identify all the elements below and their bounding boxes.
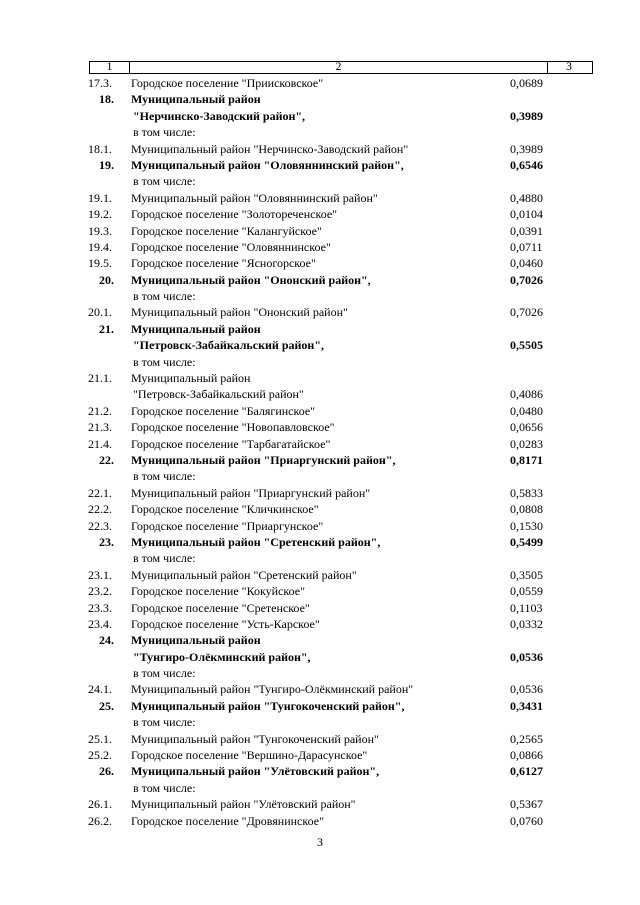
- row-text: Городское поселение "Приаргунское": [131, 518, 324, 533]
- row-text: в том числе:: [133, 125, 196, 140]
- row-value: 0,0391: [510, 223, 543, 238]
- table-row: [0, 436, 640, 452]
- row-number: 18.1.: [88, 141, 112, 156]
- page-number: 3: [317, 835, 323, 849]
- row-text: Муниципальный район "Приаргунский район": [131, 485, 371, 500]
- row-text: Муниципальный район "Сретенский район",: [131, 534, 381, 549]
- row-text: Городское поселение "Тарбагатайское": [131, 436, 331, 451]
- table-row: [0, 124, 640, 140]
- row-number: 22.2.: [88, 502, 112, 517]
- row-text: Городское поселение "Дровянинское": [131, 813, 324, 828]
- row-value: 0,6127: [510, 764, 543, 779]
- row-number: 23.: [99, 534, 114, 549]
- table-row: [0, 813, 640, 829]
- row-number: 23.1.: [88, 567, 112, 582]
- row-number: 23.2.: [88, 584, 112, 599]
- row-value: 0,0760: [510, 813, 543, 828]
- row-value: 0,3989: [510, 108, 543, 123]
- header-col-3: 3: [566, 61, 572, 73]
- row-number: 21.: [99, 321, 114, 336]
- table-row: [0, 550, 640, 566]
- row-text: в том числе:: [133, 354, 196, 369]
- table-row: [0, 206, 640, 222]
- table-row: [0, 534, 640, 550]
- table-row: [0, 321, 640, 337]
- row-value: 0,2565: [510, 731, 543, 746]
- row-value: 0,0808: [510, 502, 543, 517]
- row-number: 24.1.: [88, 682, 112, 697]
- row-number: 21.4.: [88, 436, 112, 451]
- table-row: [0, 714, 640, 730]
- row-number: 19.4.: [88, 239, 112, 254]
- row-text: Муниципальный район "Оловяннинский район": [131, 190, 378, 205]
- table-row: [0, 796, 640, 812]
- row-value: 0,5833: [510, 485, 543, 500]
- header-col-2: 2: [129, 61, 548, 73]
- row-text: Городское поселение "Усть-Карское": [131, 616, 320, 631]
- row-value: 0,5499: [510, 534, 543, 549]
- row-text: в том числе:: [133, 715, 196, 730]
- row-text: Муниципальный район: [131, 321, 261, 336]
- row-value: 0,0460: [510, 256, 543, 271]
- row-value: 0,0536: [510, 682, 543, 697]
- table-row: [0, 370, 640, 386]
- row-number: 20.: [99, 272, 114, 287]
- table-row: [0, 108, 640, 124]
- row-number: 19.5.: [88, 256, 112, 271]
- row-value: 0,0866: [510, 748, 543, 763]
- table-row: [0, 485, 640, 501]
- row-text: в том числе:: [133, 174, 196, 189]
- row-text: Городское поселение "Ясногорское": [131, 256, 316, 271]
- row-value: 0,7026: [510, 305, 543, 320]
- row-text: Муниципальный район "Ононский район",: [131, 272, 371, 287]
- row-text: Муниципальный район "Приаргунский район",: [131, 452, 396, 467]
- table-row: [0, 731, 640, 747]
- row-value: 0,1530: [510, 518, 543, 533]
- table-row: [0, 632, 640, 648]
- row-number: 20.1.: [88, 305, 112, 320]
- row-number: 21.3.: [88, 420, 112, 435]
- table-row: [0, 223, 640, 239]
- row-text: Муниципальный район "Нерчинско-Заводский район": [131, 141, 409, 156]
- row-number: 26.1.: [88, 797, 112, 812]
- row-text: Муниципальный район: [131, 92, 261, 107]
- row-number: 21.1.: [88, 371, 112, 386]
- row-text: Муниципальный район "Тунгокоченский район": [131, 731, 379, 746]
- row-text: в том числе:: [133, 289, 196, 304]
- row-text: Муниципальный район "Улётовский район",: [131, 764, 380, 779]
- table-row: [0, 288, 640, 304]
- row-value: 0,5367: [510, 797, 543, 812]
- row-number: 21.2.: [88, 403, 112, 418]
- row-value: 0,3989: [510, 141, 543, 156]
- row-number: 22.1.: [88, 485, 112, 500]
- row-text: "Нерчинско-Заводский район",: [133, 108, 306, 123]
- row-value: 0,1103: [510, 600, 543, 615]
- row-number: 25.: [99, 698, 114, 713]
- row-value: 0,3505: [510, 567, 543, 582]
- table-row: [0, 567, 640, 583]
- row-value: 0,7026: [510, 272, 543, 287]
- table-row: [0, 272, 640, 288]
- table-row: [0, 501, 640, 517]
- table-row: [0, 354, 640, 370]
- row-value: 0,0656: [510, 420, 543, 435]
- table-row: [0, 91, 640, 107]
- row-value: 0,4880: [510, 190, 543, 205]
- row-text: Городское поселение "Новопавловское": [131, 420, 335, 435]
- row-value: 0,0711: [510, 239, 543, 254]
- row-value: 0,4086: [510, 387, 543, 402]
- table-row: [0, 337, 640, 353]
- row-text: в том числе:: [133, 469, 196, 484]
- header-col-1: 1: [106, 61, 113, 73]
- row-number: 26.: [99, 764, 114, 779]
- table-row: [0, 665, 640, 681]
- row-value: 0,0480: [510, 403, 543, 418]
- table-row: [0, 583, 640, 599]
- table-row: [0, 173, 640, 189]
- table-row: [0, 157, 640, 173]
- table-row: [0, 419, 640, 435]
- row-value: 0,0104: [510, 207, 543, 222]
- row-text: "Петровск-Забайкальский район": [133, 387, 304, 402]
- table-header: [89, 61, 593, 74]
- row-number: 24.: [99, 633, 114, 648]
- row-text: Муниципальный район "Тунгиро-Олёкминский район": [131, 682, 414, 697]
- row-value: 0,0536: [510, 649, 543, 664]
- row-text: Городское поселение "Сретенское": [131, 600, 310, 615]
- row-text: Муниципальный район "Ононский район": [131, 305, 348, 320]
- row-text: в том числе:: [133, 551, 196, 566]
- row-value: 0,0559: [510, 584, 543, 599]
- row-value: 0,3431: [510, 698, 543, 713]
- row-number: 22.: [99, 452, 114, 467]
- row-value: 0,0283: [510, 436, 543, 451]
- row-text: Городское поселение "Оловяннинское": [131, 239, 331, 254]
- table-row: [0, 75, 640, 91]
- table-body: [0, 75, 640, 829]
- row-number: 19.: [99, 157, 114, 172]
- row-text: Муниципальный район "Сретенский район": [131, 567, 357, 582]
- row-value: 0,8171: [510, 452, 543, 467]
- row-value: 0,5505: [510, 338, 543, 353]
- row-text: Муниципальный район "Улётовский район": [131, 797, 356, 812]
- row-text: Муниципальный район: [131, 633, 261, 648]
- table-row: [0, 386, 640, 402]
- table-row: [0, 600, 640, 616]
- row-number: 19.2.: [88, 207, 112, 222]
- table-row: [0, 518, 640, 534]
- row-number: 18.: [99, 92, 114, 107]
- row-number: 23.3.: [88, 600, 112, 615]
- row-text: Городское поселение "Калангуйское": [131, 223, 322, 238]
- table-row: [0, 616, 640, 632]
- table-row: [0, 468, 640, 484]
- table-row: [0, 649, 640, 665]
- table-row: [0, 681, 640, 697]
- row-number: 19.1.: [88, 190, 112, 205]
- row-text: Муниципальный район: [131, 371, 251, 386]
- row-number: 26.2.: [88, 813, 112, 828]
- row-text: в том числе:: [133, 666, 196, 681]
- row-number: 25.2.: [88, 748, 112, 763]
- table-row: [0, 239, 640, 255]
- row-text: Городское поселение "Кличкинское": [131, 502, 319, 517]
- row-text: "Тунгиро-Олёкминский район",: [133, 649, 311, 664]
- table-row: [0, 747, 640, 763]
- table-row: [0, 190, 640, 206]
- row-text: в том числе:: [133, 780, 196, 795]
- table-row: [0, 304, 640, 320]
- table-row: [0, 452, 640, 468]
- table-row: [0, 141, 640, 157]
- row-text: Городское поселение "Приисковское": [131, 76, 324, 90]
- row-number: 25.1.: [88, 731, 112, 746]
- row-text: Городское поселение "Золотореченское": [131, 207, 338, 222]
- table-row: [0, 763, 640, 779]
- row-text: Городское поселение "Кокуйское": [131, 584, 305, 599]
- row-number: 17.3.: [88, 76, 112, 90]
- table-row: [0, 780, 640, 796]
- row-text: "Петровск-Забайкальский район",: [133, 338, 324, 353]
- row-value: 0,0689: [510, 76, 543, 90]
- table-row: [0, 255, 640, 271]
- row-text: Муниципальный район "Оловяннинский район",: [131, 157, 404, 172]
- table-row: [0, 403, 640, 419]
- row-value: 0,6546: [510, 157, 543, 172]
- row-number: 22.3.: [88, 518, 112, 533]
- table-row: [0, 698, 640, 714]
- row-number: 19.3.: [88, 223, 112, 238]
- row-text: Городское поселение "Балягинское": [131, 403, 316, 418]
- row-text: Муниципальный район "Тунгокоченский район",: [131, 698, 405, 713]
- row-value: 0,0332: [510, 616, 543, 631]
- row-text: Городское поселение "Вершино-Дарасунское": [131, 748, 368, 763]
- row-number: 23.4.: [88, 616, 112, 631]
